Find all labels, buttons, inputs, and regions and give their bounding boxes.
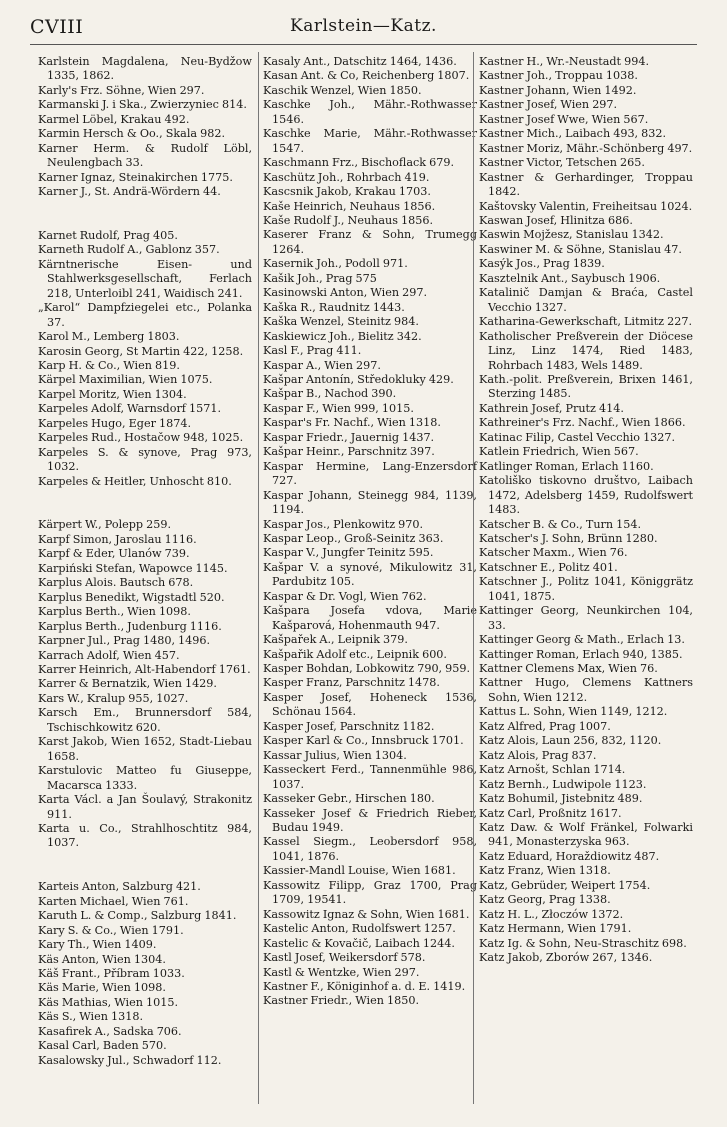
directory-entry: Kattinger Georg, Neunkirchen 104, 33.: [479, 604, 693, 632]
directory-entry: Kassar Julius, Wien 1304.: [263, 748, 407, 762]
directory-entry: Kaspar Hermine, Lang-Enzersdorf 727.: [263, 459, 477, 488]
directory-entry: Karol M., Lemberg 1803.: [38, 330, 180, 344]
directory-entry: Katholischer Preßverein der Diöcese Linz, Linz 1474, Ried 1483, Rohrbach 1483, Wels 1489.: [479, 329, 693, 372]
directory-entry: Kastner Mich., Laibach 493, 832.: [479, 127, 667, 141]
directory-entry: Karpeles Hugo, Eger 1874.: [38, 416, 192, 430]
directory-entry: Kastelic & Kovačič, Laibach 1244.: [263, 936, 455, 950]
directory-entry: Kattner Clemens Max, Wien 76.: [479, 662, 658, 676]
directory-entry: Katschner J., Politz 1041, Königgrätz 1041, 1875.: [479, 575, 693, 603]
directory-entry: Kasan Ant. & Co, Reichenberg 1807.: [263, 69, 470, 83]
directory-entry: Karplus Alois. Bautsch 678.: [38, 576, 194, 590]
directory-entry: Kaschütz Joh., Rohrbach 419.: [263, 170, 430, 184]
directory-entry: Katharina-Gewerkschaft, Litmitz 227.: [479, 315, 693, 329]
directory-entry: Karnet Rudolf, Prag 405.: [38, 228, 178, 242]
directory-entry: Karpel Moritz, Wien 1304.: [38, 387, 187, 401]
entry-gap: [38, 211, 252, 218]
directory-entry: Karpner Jul., Prag 1480, 1496.: [38, 634, 211, 648]
directory-entry: Kastner Josef, Wien 297.: [479, 98, 618, 112]
directory-entry: Katz Daw. & Wolf Fränkel, Folwarki 941, Monasterzyska 963.: [479, 821, 693, 849]
directory-entry: Katscher Maxm., Wien 76.: [479, 546, 628, 560]
directory-entry: Kasper Karl & Co., Innsbruck 1701.: [263, 734, 464, 748]
directory-entry: Kastl & Wentzke, Wien 297.: [263, 965, 420, 979]
directory-entry: Kastner Victor, Tetschen 265.: [479, 156, 645, 170]
directory-entry: Kascsnik Jakob, Krakau 1703.: [263, 185, 431, 199]
directory-entry: Kaserer Franz & Sohn, Trumegg 1264.: [263, 228, 477, 256]
directory-entry: Käs Mathias, Wien 1015.: [38, 995, 179, 1009]
directory-entry: Kath.-polit. Preßverein, Brixen 1461, Sterzing 1485.: [479, 372, 693, 401]
directory-entry: Kastelic Anton, Rudolfswert 1257.: [263, 922, 456, 936]
directory-entry: Kasaly Ant., Datschitz 1464, 1436.: [263, 55, 457, 68]
directory-entry: Karner J., St. Andrä-Wördern 44.: [38, 185, 221, 199]
directory-entry: Kassowitz Ignaz & Sohn, Wien 1681.: [263, 907, 470, 921]
directory-entry: Karstulovic Matteo fu Giuseppe, Macarsca 1333.: [38, 764, 252, 792]
column-1: [38, 55, 252, 1068]
directory-entry: „Karol“ Dampfziegelei etc., Polanka 37.: [38, 301, 252, 329]
directory-entry: Kastner Friedr., Wien 1850.: [263, 994, 420, 1008]
directory-entry: Kaspar Jos., Plenkowitz 970.: [263, 517, 424, 531]
directory-entry: Käš Frant., Příbram 1033.: [38, 966, 185, 980]
directory-entry: Karplus Berth., Judenburg 1116.: [38, 619, 222, 633]
directory-entry: Karly's Frz. Söhne, Wien 297.: [38, 83, 205, 97]
directory-entry: Karner Ignaz, Steinakirchen 1775.: [38, 170, 233, 184]
directory-entry: Kaskiewicz Joh., Bielitz 342.: [263, 329, 422, 343]
directory-entry: Käs S., Wien 1318.: [38, 1010, 144, 1024]
directory-entry: Katz Alois, Laun 256, 832, 1120.: [479, 734, 662, 748]
directory-entry: Katz Alfred, Prag 1007.: [479, 719, 611, 733]
directory-entry: Kašpar Antonín, Středokluky 429.: [263, 372, 454, 386]
directory-entry: Kasalowsky Jul., Schwadorf 112.: [38, 1053, 222, 1067]
directory-entry: Kašpařik Adolf etc., Leipnik 600.: [263, 647, 447, 661]
directory-entry: Karta Václ. a Jan Šoulavý, Strakonitz 911.: [38, 793, 252, 821]
directory-entry: Kassier-Mandl Louise, Wien 1681.: [263, 864, 456, 878]
directory-entry: Karmin Hersch & Oo., Skala 982.: [38, 127, 226, 141]
directory-entry: Kärpel Maximilian, Wien 1075.: [38, 373, 213, 387]
directory-entry: Karrer & Bernatzik, Wien 1429.: [38, 677, 217, 691]
directory-entry: Kasper Josef, Hoheneck 1536, Schönau 1564.: [263, 690, 477, 719]
directory-entry: Karneth Rudolf A., Gablonz 357.: [38, 243, 220, 257]
directory-entry: Karpeles & Heitler, Unhoscht 810.: [38, 474, 232, 488]
directory-entry: Katschner E., Politz 401.: [479, 560, 618, 574]
directory-entry: Kathreiner's Frz. Nachf., Wien 1866.: [479, 416, 686, 430]
directory-entry: Kasl F., Prag 411.: [263, 344, 362, 358]
directory-entry: Kaschmann Frz., Bischoflack 679.: [263, 156, 455, 170]
directory-entry: Karp H. & Co., Wien 819.: [38, 358, 180, 372]
directory-entry: Karlstein Magdalena, Neu-Bydžow 1335, 1862.: [38, 55, 252, 83]
directory-entry: Katscher's J. Sohn, Brünn 1280.: [479, 531, 658, 545]
entry-gap: [38, 862, 252, 869]
directory-entry: Karst Jakob, Wien 1652, Stadt-Liebau 1658.: [38, 735, 252, 763]
directory-entry: Kattinger Roman, Erlach 940, 1385.: [479, 647, 683, 661]
directory-entry: Kašpar B., Nachod 390.: [263, 387, 397, 401]
directory-entry: Kašpara Josefa vdova, Marie Kašparová, Hohenmauth 947.: [263, 604, 477, 632]
directory-entry: Katz Ig. & Sohn, Neu-Straschitz 698.: [479, 936, 687, 950]
directory-entry: Karpeles Rud., Hostačow 948, 1025.: [38, 431, 244, 445]
directory-entry: Karrach Adolf, Wien 457.: [38, 648, 180, 662]
directory-entry: Kärpert W., Polepp 259.: [38, 518, 172, 532]
directory-entry: Kastner F., Königinhof a. d. E. 1419.: [263, 980, 466, 993]
directory-entry: Karosin Georg, St Martin 422, 1258.: [38, 344, 244, 358]
column-3: [479, 55, 693, 966]
directory-entry: Kaška Wenzel, Steinitz 984.: [263, 315, 419, 329]
page-number: CVIII: [30, 16, 84, 38]
directory-entry: Kasinowski Anton, Wien 297.: [263, 286, 428, 300]
directory-entry: Kaspar A., Wien 297.: [263, 358, 381, 372]
directory-entry: Katinac Filip, Castel Vecchio 1327.: [479, 430, 676, 444]
directory-entry: Kašpar V. a synové, Mikulowitz 31, Pardubitz 105.: [263, 560, 477, 589]
directory-entry: Kaschke Joh., Mähr.-Rothwasser 1546.: [263, 98, 477, 126]
directory-entry: Katalinič Damjan & Braća, Castel Vecchio 1327.: [479, 286, 693, 314]
directory-entry: Kaška R., Raudnitz 1443.: [263, 300, 405, 314]
directory-entry: Kaše Heinrich, Neuhaus 1856.: [263, 199, 436, 213]
directory-entry: Käs Marie, Wien 1098.: [38, 981, 166, 995]
directory-entry: Kaswan Josef, Hlinitza 686.: [479, 213, 633, 227]
directory-entry: Karpeles S. & synove, Prag 973, 1032.: [38, 445, 252, 474]
directory-entry: Karteis Anton, Salzburg 421.: [38, 880, 201, 894]
directory-entry: Kattner Hugo, Clemens Kattners Sohn, Wien 1212.: [479, 676, 693, 704]
directory-entry: Kars W., Kralup 955, 1027.: [38, 691, 189, 705]
directory-entry: Kassel Siegm., Leobersdorf 958, 1041, 1876.: [263, 835, 477, 863]
directory-entry: Katz H. L., Złoczów 1372.: [479, 907, 624, 921]
directory-entry: Katz Franz, Wien 1318.: [479, 864, 611, 878]
directory-entry: Katz Jakob, Zborów 267, 1346.: [479, 951, 653, 965]
directory-entry: Karpf & Eder, Ulanów 739.: [38, 547, 190, 561]
directory-entry: Katz Arnošt, Schlan 1714.: [479, 763, 626, 777]
directory-entry: Kašik Joh., Prag 575: [263, 271, 377, 285]
directory-entry: Kašpar Heinr., Parschnitz 397.: [263, 445, 435, 459]
directory-entry: Katlinger Roman, Erlach 1160.: [479, 459, 654, 473]
directory-entry: Kasernik Joh., Podoll 971.: [263, 257, 408, 271]
directory-entry: Kaschke Marie, Mähr.-Rothwasser 1547.: [263, 127, 477, 155]
directory-entry: Kärntnerische Eisen- und Stahlwerksgesellschaft, Ferlach 218, Unterloibl 241, Waidisch 241.: [38, 257, 252, 300]
directory-entry: Kasper Bohdan, Lobkowitz 790, 959.: [263, 662, 471, 676]
directory-entry: Karpiński Stefan, Wapowce 1145.: [38, 561, 228, 575]
directory-entry: Kasseker Josef & Friedrich Rieber, Budau 1949.: [263, 806, 477, 835]
directory-entry: Kasseker Gebr., Hirschen 180.: [263, 792, 435, 806]
directory-entry: Kastner Moriz, Mähr.-Schönberg 497.: [479, 141, 693, 155]
directory-entry: Karuth L. & Comp., Salzburg 1841.: [38, 909, 237, 923]
directory-entry: Kastner H., Wr.-Neustadt 994.: [479, 55, 650, 68]
directory-entry: Karmanski J. i Ska., Zwierzyniec 814.: [38, 98, 247, 112]
directory-entry: Katz, Gebrüder, Weipert 1754.: [479, 878, 651, 892]
page-title: Karlstein—Katz.: [290, 16, 437, 36]
directory-entry: Katz Eduard, Horaždiowitz 487.: [479, 849, 660, 863]
directory-entry: Kaswiner M. & Söhne, Stanislau 47.: [479, 242, 682, 256]
directory-entry: Kastner & Gerhardinger, Troppau 1842.: [479, 170, 693, 199]
directory-entry: Kathrein Josef, Prutz 414.: [479, 401, 624, 415]
directory-entry: Katoliško tiskovno društvo, Laibach 1472, Adelsberg 1459, Rudolfswert 1483.: [479, 474, 693, 517]
directory-entry: Karpeles Adolf, Warnsdorf 1571.: [38, 402, 222, 416]
directory-entry: Karrer Heinrich, Alt-Habendorf 1761.: [38, 662, 251, 676]
directory-entry: Katz Bernh., Ludwipole 1123.: [479, 777, 647, 791]
directory-entry: Karta u. Co., Strahlhoschtitz 984, 1037.: [38, 821, 252, 850]
directory-entry: Kastner Josef Wwe, Wien 567.: [479, 112, 649, 126]
directory-entry: Kassowitz Filipp, Graz 1700, Prag 1709, 19541.: [263, 878, 477, 907]
column-divider-2: [473, 52, 474, 1104]
directory-entry: Kary Th., Wien 1409.: [38, 938, 157, 952]
directory-entry: Kasal Carl, Baden 570.: [38, 1039, 167, 1053]
directory-entry: Karplus Berth., Wien 1098.: [38, 605, 191, 619]
directory-entry: Karplus Benedikt, Wigstadtl 520.: [38, 590, 225, 604]
directory-entry: Kaspar's Fr. Nachf., Wien 1318.: [263, 416, 441, 430]
directory-entry: Kaspar Friedr., Jauernig 1437.: [263, 430, 435, 444]
directory-entry: Karten Michael, Wien 761.: [38, 894, 189, 908]
directory-entry: Kasztelnik Ant., Saybusch 1906.: [479, 271, 661, 285]
directory-entry: Kasper Josef, Parschnitz 1182.: [263, 719, 435, 733]
column-2: [263, 55, 477, 1009]
directory-entry: Katlein Friedrich, Wien 567.: [479, 445, 639, 459]
directory-entry: Käs Anton, Wien 1304.: [38, 952, 166, 966]
directory-entry: Kasseckert Ferd., Tannenmühle 986, 1037.: [263, 763, 477, 791]
directory-entry: Kaspar & Dr. Vogl, Wien 762.: [263, 589, 427, 603]
directory-entry: Kattinger Georg & Math., Erlach 13.: [479, 633, 685, 647]
directory-entry: Kaschik Wenzel, Wien 1850.: [263, 83, 422, 97]
directory-entry: Katz Georg, Prag 1338.: [479, 893, 611, 907]
directory-entry: Katz Hermann, Wien 1791.: [479, 922, 632, 936]
directory-entry: Kasafirek A., Sadska 706.: [38, 1024, 182, 1038]
directory-entry: Kastner Johann, Wien 1492.: [479, 83, 637, 97]
page-header: [30, 16, 697, 40]
directory-entry: Karmel Löbel, Krakau 492.: [38, 112, 190, 126]
directory-entry: Kaše Rudolf J., Neuhaus 1856.: [263, 213, 434, 227]
column-divider-1: [258, 52, 259, 1104]
directory-entry: Kaspar Leop., Groß-Seinitz 363.: [263, 531, 444, 545]
directory-entry: Karsch Em., Brunnersdorf 584, Tschischkowitz 620.: [38, 706, 252, 734]
header-rule: [30, 44, 697, 45]
directory-entry: Kattus L. Sohn, Wien 1149, 1212.: [479, 705, 668, 719]
directory-entry: Katz Alois, Prag 837.: [479, 748, 597, 762]
directory-entry: Kaštovsky Valentin, Freiheitsau 1024.: [479, 199, 693, 213]
directory-entry: Katscher B. & Co., Turn 154.: [479, 517, 642, 531]
directory-entry: Kary S. & Co., Wien 1791.: [38, 923, 184, 937]
directory-entry: Katz Carl, Proßnitz 1617.: [479, 806, 622, 820]
entry-gap: [38, 500, 252, 507]
directory-entry: Kastl Josef, Weikersdorf 578.: [263, 951, 426, 965]
directory-entry: Kaspar V., Jungfer Teinitz 595.: [263, 546, 434, 560]
directory-entry: Kastner Joh., Troppau 1038.: [479, 69, 638, 83]
directory-entry: Kasýk Jos., Prag 1839.: [479, 257, 605, 271]
directory-entry: Kaspar Johann, Steinegg 984, 1139, 1194.: [263, 488, 477, 517]
directory-entry: Kašpařek A., Leipnik 379.: [263, 633, 408, 647]
directory-entry: Karpf Simon, Jaroslau 1116.: [38, 532, 197, 546]
directory-entry: Kasper Franz, Parschnitz 1478.: [263, 676, 440, 690]
directory-entry: Karner Herm. & Rudolf Löbl, Neulengbach 33.: [38, 141, 252, 170]
directory-entry: Katz Bohumil, Jistebnitz 489.: [479, 792, 643, 806]
directory-entry: Kaswin Mojžesz, Stanislau 1342.: [479, 228, 664, 242]
directory-entry: Kaspar F., Wien 999, 1015.: [263, 401, 414, 415]
